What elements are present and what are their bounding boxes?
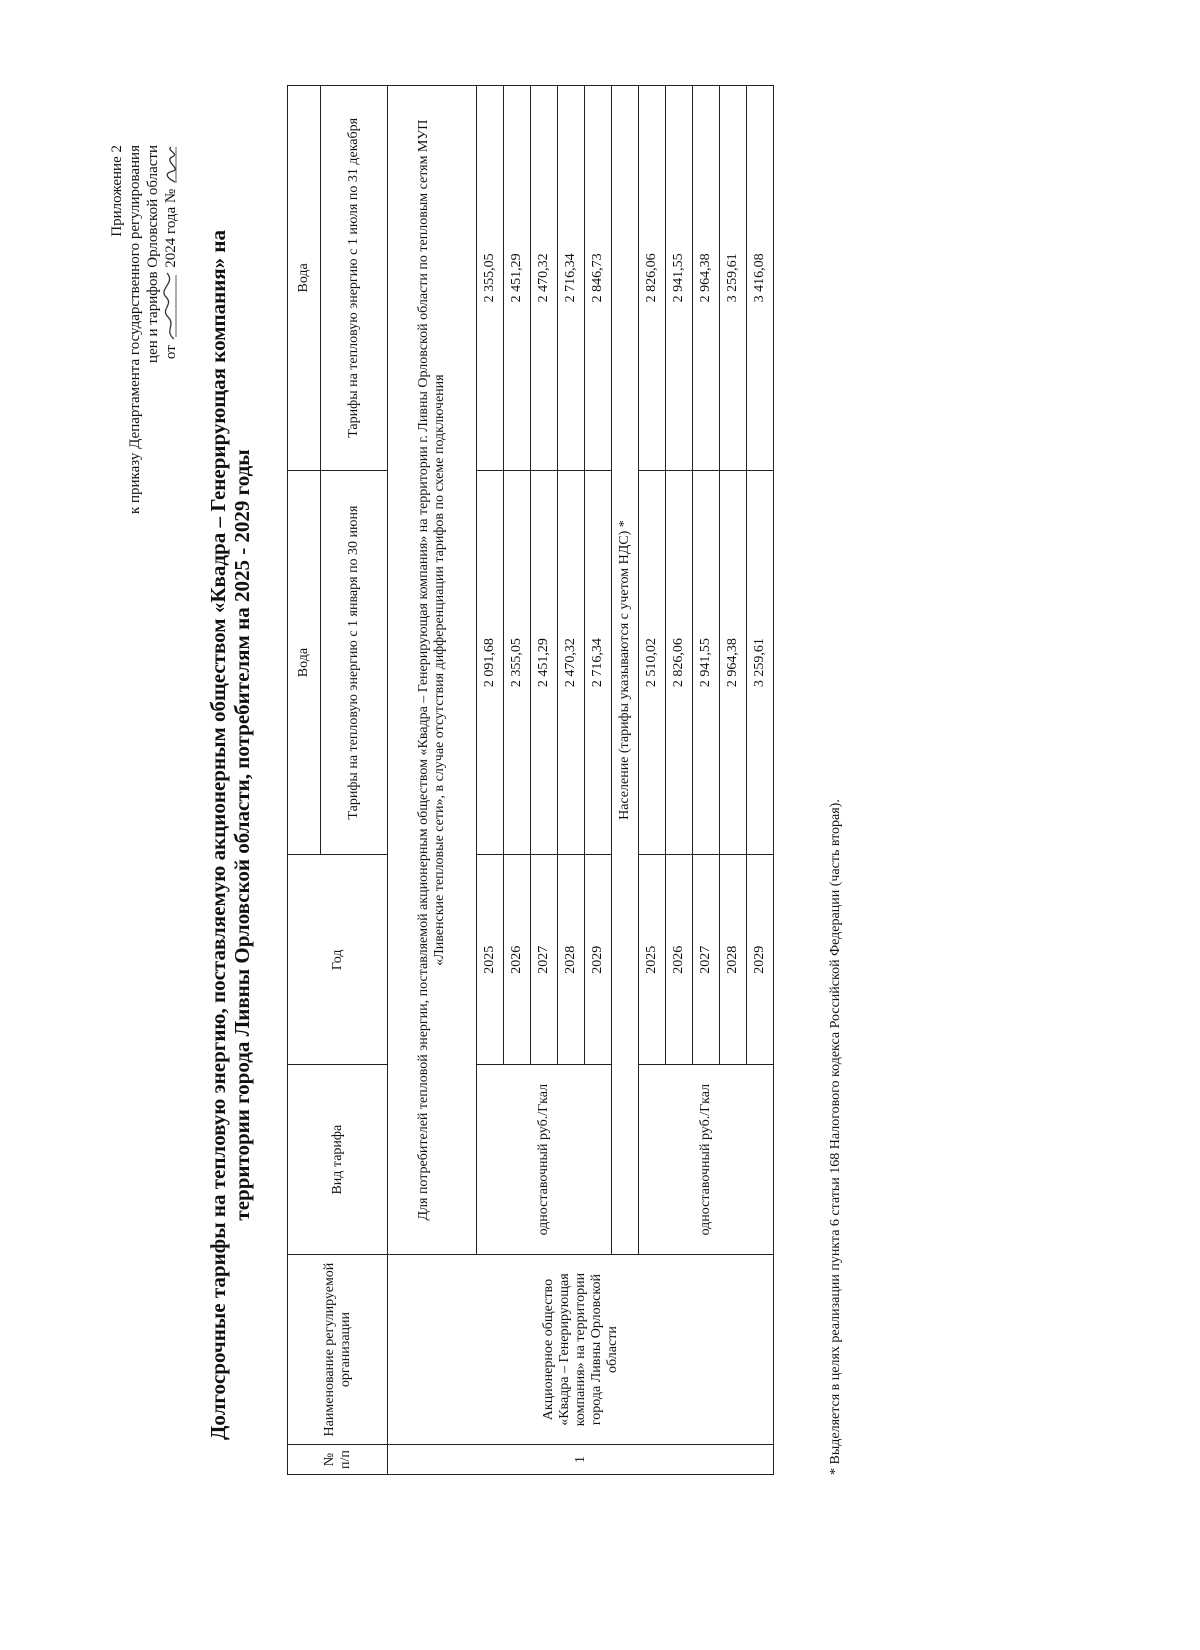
handwritten-order-number <box>162 145 178 185</box>
header-year: Год <box>288 855 388 1065</box>
tariff-kind: одноставочный руб./Гкал <box>639 1065 774 1255</box>
tariff-h1-cell: 3 259,61 <box>747 470 774 855</box>
tariff-h1-cell: 2 091,68 <box>477 470 504 855</box>
document-title <box>206 185 254 1485</box>
tariff-h1-cell: 2 716,34 <box>585 470 612 855</box>
header-water-2: Вода <box>288 86 321 471</box>
order-reference: к приказу Департамента государственного регулирования <box>127 145 143 515</box>
tariff-h2-cell: 3 416,08 <box>747 86 774 471</box>
title-line-2: территории города Ливны Орловской области, потребителям на 2025 - 2029 годы <box>230 449 254 1221</box>
year-cell: 2027 <box>531 855 558 1065</box>
section-note: Для потребителей тепловой энергии, поставляемой акционерным обществом «Квадра – Генерирующая компания» на территории г. Ливны Орловской области по тепловым сетям МУП «Ливенские тепловые сети», в случае отсутствия дифференциации тарифов по схеме подключения <box>388 86 477 1255</box>
year-cell: 2026 <box>504 855 531 1065</box>
tariff-h2-cell: 2 941,55 <box>666 86 693 471</box>
header-h1: Тарифы на тепловую энергию с 1 января по 30 июня <box>321 470 388 855</box>
tariff-h1-cell: 2 510,02 <box>639 470 666 855</box>
header-kind: Вид тарифа <box>288 1065 388 1255</box>
header-num: № п/п <box>288 1445 388 1475</box>
year-cell: 2028 <box>720 855 747 1065</box>
tariff-h2-cell: 3 259,61 <box>720 86 747 471</box>
header-h2: Тарифы на тепловую энергию с 1 июля по 31 декабря <box>321 86 388 471</box>
tariff-h2-cell: 2 451,29 <box>504 86 531 471</box>
tariff-h2-cell: 2 846,73 <box>585 86 612 471</box>
population-note: Население (тарифы указываются с учетом НДС) * <box>612 86 639 1255</box>
tariff-h1-cell: 2 964,38 <box>720 470 747 855</box>
tariff-h1-cell: 2 470,32 <box>558 470 585 855</box>
year-cell: 2025 <box>639 855 666 1065</box>
title-line-1: Долгосрочные тарифы на тепловую энергию, поставляемую акционерным обществом «Квадра – Генерирующая компания» на <box>206 229 230 1441</box>
header-water-1: Вода <box>288 470 321 855</box>
year-cell: 2029 <box>585 855 612 1065</box>
tariff-h1-cell: 2 355,05 <box>504 470 531 855</box>
header-org: Наименование регулируемой организации <box>288 1255 388 1445</box>
tariff-table <box>287 85 774 1475</box>
date-year: 2024 года № <box>163 188 179 268</box>
organization-name: Акционерное общество «Квадра – Генерирующая компания» на территории города Ливны Орловской области <box>388 1255 774 1445</box>
tariff-h1-cell: 2 826,06 <box>666 470 693 855</box>
order-date-line <box>162 145 180 514</box>
tariff-h2-cell: 2 716,34 <box>558 86 585 471</box>
tariff-h2-cell: 2 826,06 <box>639 86 666 471</box>
year-cell: 2026 <box>666 855 693 1065</box>
department-tail: цен и тарифов Орловской области <box>145 145 161 363</box>
tariff-h2-cell: 2 470,32 <box>531 86 558 471</box>
year-cell: 2028 <box>558 855 585 1065</box>
year-cell: 2027 <box>693 855 720 1065</box>
year-cell: 2025 <box>477 855 504 1065</box>
tariff-kind: одноставочный руб./Гкал <box>477 1065 612 1255</box>
tariff-h2-cell: 2 964,38 <box>693 86 720 471</box>
tariff-h1-cell: 2 451,29 <box>531 470 558 855</box>
date-prefix: от <box>163 345 179 360</box>
tariff-h2-cell: 2 355,05 <box>477 86 504 471</box>
year-cell: 2029 <box>747 855 774 1065</box>
tariff-h1-cell: 2 941,55 <box>693 470 720 855</box>
appendix-label: Приложение 2 <box>109 145 125 237</box>
footnote: * Выделяется в целях реализации пункта 6 статьи 168 Налогового кодекса Российской Федерации (часть вторая). <box>828 799 843 1475</box>
appendix-header <box>108 145 180 514</box>
row-number: 1 <box>388 1445 774 1475</box>
handwritten-date-signature <box>162 271 178 341</box>
